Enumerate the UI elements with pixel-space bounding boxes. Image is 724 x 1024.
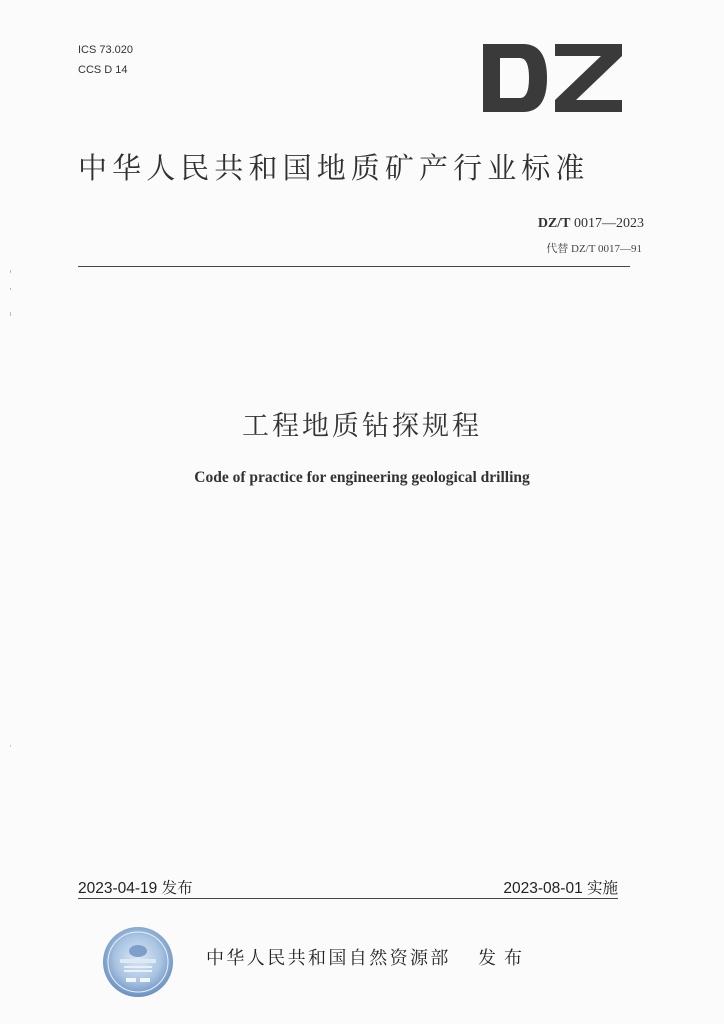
standard-code [538,216,644,232]
implement-date: 2023-08-01 实施 [503,880,618,897]
standard-category-title: 中华人民共和国地质矿产行业标准 [78,151,590,185]
document-english-title: Code of practice for engineering geological drilling [194,469,530,486]
ics-code: ICS 73.020 [78,44,134,56]
issuing-authority: 中华人民共和国自然资源部 [206,948,451,969]
document-title: 工程地质钻探规程 [242,411,482,442]
standard-code-number: 0017—2023 [570,216,644,231]
ccs-code: CCS D 14 [78,64,128,76]
header-divider [78,266,630,267]
anti-counterfeit-seal-icon [102,926,174,998]
replaces-standard: 代替 DZ/T 0017—91 [546,243,642,255]
publish-date: 2023-04-19 发布 [78,880,193,897]
dz-logo [483,44,623,112]
classification-codes [78,40,133,80]
footer-divider [78,898,618,899]
standard-code-prefix: DZ/T [537,216,571,231]
issue-label: 发布 [478,948,530,969]
